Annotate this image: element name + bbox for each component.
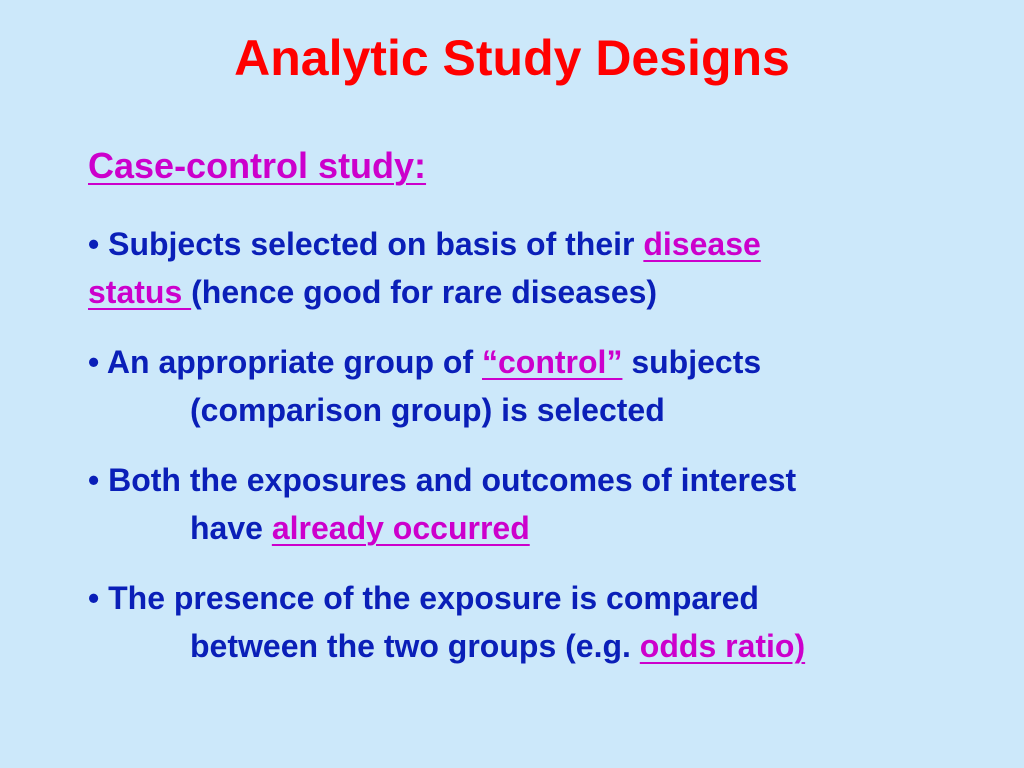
bullet-item [88, 220, 988, 316]
bullet-text: • The presence of the exposure is compared [88, 580, 759, 616]
bullet-line [88, 220, 988, 268]
bullet-line [88, 574, 988, 622]
bullet-text: • Subjects selected on basis of their [88, 226, 644, 262]
bullet-item [88, 456, 988, 552]
bullet-text: • An appropriate group of [88, 344, 482, 380]
slide-subtitle: Case-control study: [88, 145, 427, 186]
bullet-list [88, 220, 988, 692]
bullet-text: • Both the exposures and outcomes of interest [88, 462, 797, 498]
bullet-text: (comparison group) is selected [190, 392, 665, 428]
highlight-term: already occurred [271, 510, 530, 546]
highlight-term: disease [643, 226, 761, 262]
highlight-term: status [88, 274, 192, 310]
slide-title: Analytic Study Designs [234, 30, 790, 86]
bullet-line [88, 338, 988, 386]
bullet-text: (hence good for rare diseases) [191, 274, 658, 310]
bullet-text: between the two groups (e.g. [190, 628, 640, 664]
highlight-term: “control” [482, 344, 623, 380]
bullet-line [88, 386, 988, 434]
bullet-line [88, 622, 988, 670]
bullet-line [88, 456, 988, 504]
bullet-item [88, 574, 988, 670]
bullet-line [88, 504, 988, 552]
bullet-item [88, 338, 988, 434]
highlight-term: odds ratio) [639, 628, 806, 664]
bullet-text: have [190, 510, 272, 546]
bullet-text: subjects [622, 344, 762, 380]
bullet-line [88, 268, 988, 316]
